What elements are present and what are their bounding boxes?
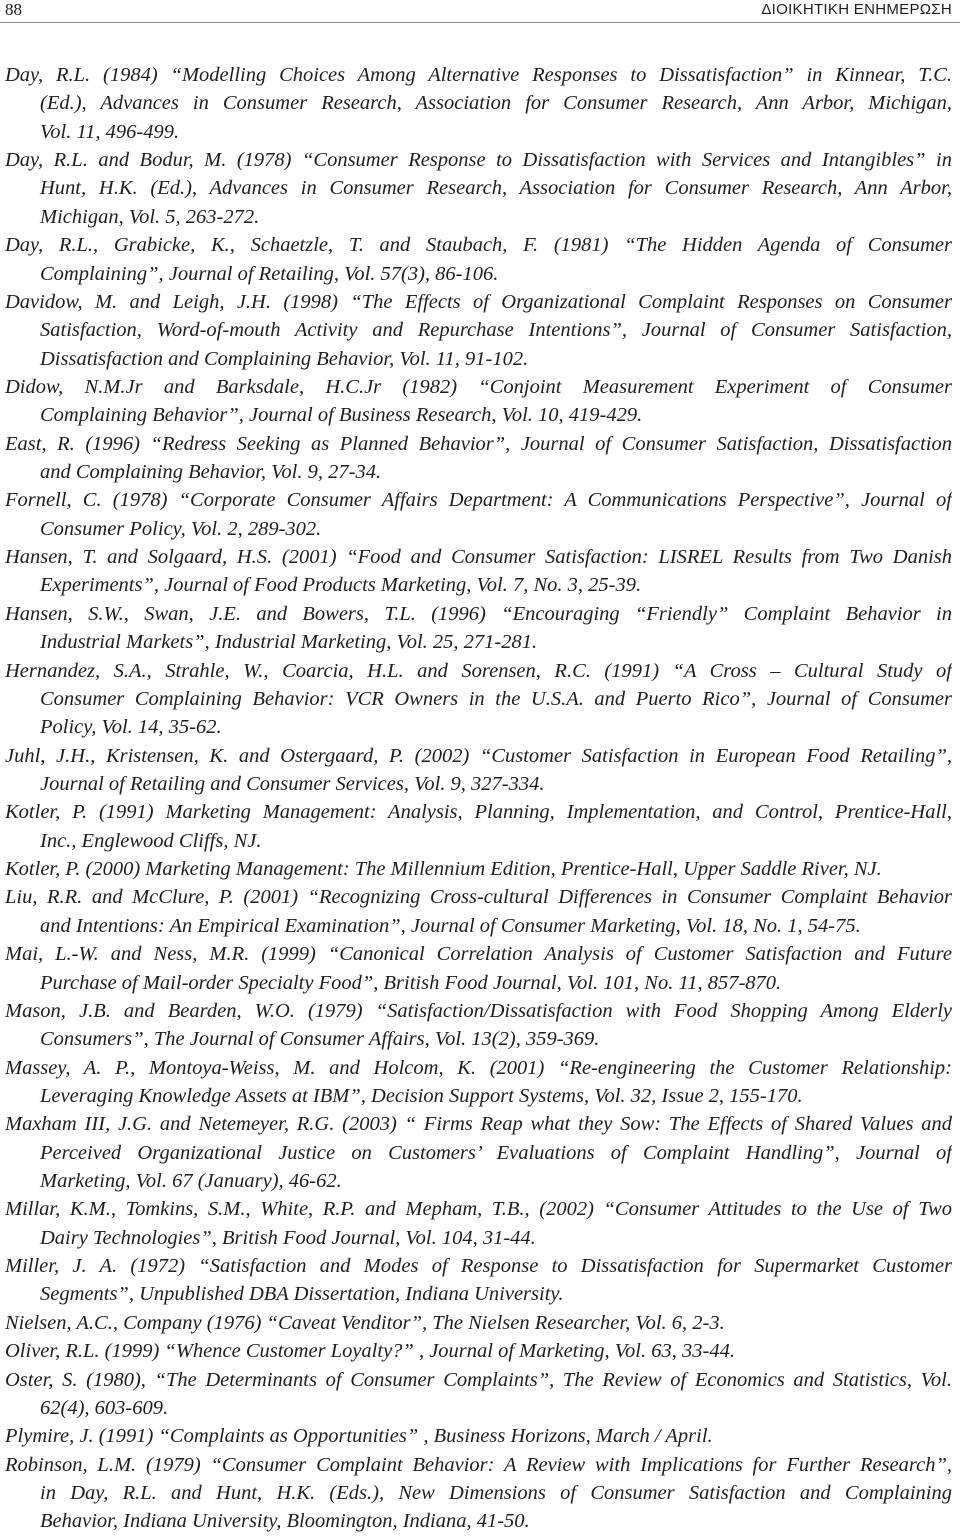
reference-line: Oster, S. (1980), “The Determinants of Consumer Complaints”, The Review of Economics and Statistics, Vol. bbox=[5, 1368, 952, 1391]
reference-line: (Ed.), Advances in Consumer Research, Association for Consumer Research, Ann Arbor, Michigan, bbox=[40, 92, 952, 115]
reference-line: Consumer Policy, Vol. 2, 289-302. bbox=[40, 517, 322, 540]
reference-entry bbox=[5, 231, 952, 288]
reference-line: Mason, J.B. and Bearden, W.O. (1979) “Satisfaction/Dissatisfaction with Food Shopping Among Elderly bbox=[5, 999, 952, 1022]
reference-entry bbox=[5, 1309, 952, 1337]
reference-entry bbox=[5, 1422, 952, 1450]
reference-line: Day, R.L. and Bodur, M. (1978) “Consumer Response to Dissatisfaction with Services and Intangibles” in bbox=[5, 149, 952, 172]
reference-line: Didow, N.M.Jr and Barksdale, H.C.Jr (1982) “Conjoint Measurement Experiment of Consumer bbox=[5, 375, 952, 398]
reference-entry bbox=[5, 1110, 952, 1195]
reference-line: Michigan, Vol. 5, 263-272. bbox=[40, 205, 260, 228]
reference-entry bbox=[5, 543, 952, 600]
reference-line: Day, R.L., Grabicke, K., Schaetzle, T. and Staubach, F. (1981) “The Hidden Agenda of Consumer bbox=[5, 234, 952, 257]
reference-line: Liu, R.R. and McClure, P. (2001) “Recognizing Cross-cultural Differences in Consumer Complaint Behavior bbox=[5, 886, 952, 909]
reference-entry bbox=[5, 146, 952, 231]
reference-entry bbox=[5, 1195, 952, 1252]
reference-line: and Intentions: An Empirical Examination”, Journal of Consumer Marketing, Vol. 18, No. 1, 54-75. bbox=[40, 914, 861, 937]
reference-entry bbox=[5, 742, 952, 799]
reference-line: Journal of Retailing and Consumer Services, Vol. 9, 327-334. bbox=[40, 772, 545, 795]
header-rule bbox=[0, 22, 960, 23]
reference-entry bbox=[5, 798, 952, 855]
reference-line: Perceived Organizational Justice on Customers’ Evaluations of Complaint Handling”, Journal of bbox=[40, 1141, 952, 1164]
reference-line: Mai, L.-W. and Ness, M.R. (1999) “Canonical Correlation Analysis of Customer Satisfaction and Future bbox=[5, 943, 952, 966]
reference-line: Behavior, Indiana University, Bloomington, Indiana, 41-50. bbox=[40, 1510, 530, 1533]
reference-entry bbox=[5, 997, 952, 1054]
reference-line: Kotler, P. (2000) Marketing Management: The Millennium Edition, Prentice-Hall, Upper Saddle River, NJ. bbox=[5, 858, 882, 881]
reference-line: in Day, R.L. and Hunt, H.K. (Eds.), New Dimensions of Consumer Satisfaction and Complaining bbox=[40, 1481, 952, 1504]
reference-entry bbox=[5, 883, 952, 940]
reference-line: and Complaining Behavior, Vol. 9, 27-34. bbox=[40, 461, 382, 484]
reference-line: Oliver, R.L. (1999) “Whence Customer Loyalty?” , Journal of Marketing, Vol. 63, 33-44. bbox=[5, 1340, 735, 1363]
reference-line: Hansen, S.W., Swan, J.E. and Bowers, T.L. (1996) “Encouraging “Friendly” Complaint Behavior in bbox=[5, 602, 952, 625]
reference-line: Day, R.L. (1984) “Modelling Choices Among Alternative Responses to Dissatisfaction” in Kinnear, T.C. bbox=[5, 64, 952, 86]
reference-entry bbox=[5, 373, 952, 430]
reference-entry bbox=[5, 600, 952, 657]
reference-line: Complaining”, Journal of Retailing, Vol. 57(3), 86-106. bbox=[40, 262, 499, 285]
reference-entry bbox=[5, 855, 952, 883]
reference-entry bbox=[5, 940, 952, 997]
reference-line: Hunt, H.K. (Ed.), Advances in Consumer Research, Association for Consumer Research, Ann Arbor, bbox=[40, 177, 952, 200]
reference-line: Inc., Englewood Cliffs, NJ. bbox=[40, 829, 262, 852]
reference-line: Industrial Markets”, Industrial Marketing, Vol. 25, 271-281. bbox=[40, 631, 538, 654]
reference-entry bbox=[5, 1337, 952, 1365]
reference-line: Dairy Technologies”, British Food Journal, Vol. 104, 31-44. bbox=[40, 1226, 536, 1249]
reference-line: Policy, Vol. 14, 35-62. bbox=[40, 716, 222, 739]
reference-line: Complaining Behavior”, Journal of Business Research, Vol. 10, 419-429. bbox=[40, 404, 643, 427]
reference-line: Miller, J. A. (1972) “Satisfaction and Modes of Response to Dissatisfaction for Supermarket Customer bbox=[5, 1255, 952, 1278]
reference-line: Millar, K.M., Tomkins, S.M., White, R.P. and Mepham, T.B., (2002) “Consumer Attitudes to the Use of Two bbox=[5, 1198, 952, 1221]
reference-entry bbox=[5, 288, 952, 373]
reference-entry bbox=[5, 486, 952, 543]
reference-entry bbox=[5, 1451, 952, 1536]
reference-line: Experiments”, Journal of Food Products Marketing, Vol. 7, No. 3, 25-39. bbox=[40, 574, 642, 597]
reference-line: Consumer Complaining Behavior: VCR Owners in the U.S.A. and Puerto Rico”, Journal of Consumer bbox=[40, 687, 952, 710]
reference-line: Kotler, P. (1991) Marketing Management: Analysis, Planning, Implementation, and Control, Prentice-Hall, bbox=[5, 801, 952, 824]
reference-line: East, R. (1996) “Redress Seeking as Planned Behavior”, Journal of Consumer Satisfaction, Dissatisfaction bbox=[5, 432, 952, 455]
reference-line: Juhl, J.H., Kristensen, K. and Ostergaard, P. (2002) “Customer Satisfaction in European Food Retailing”, bbox=[5, 744, 952, 767]
reference-entry bbox=[5, 1366, 952, 1423]
reference-line: Dissatisfaction and Complaining Behavior, Vol. 11, 91-102. bbox=[40, 347, 529, 370]
reference-entry bbox=[5, 657, 952, 742]
reference-line: Satisfaction, Word-of-mouth Activity and Repurchase Intentions”, Journal of Consumer Satisfaction, bbox=[40, 319, 952, 342]
reference-line: Maxham III, J.G. and Netemeyer, R.G. (2003) “ Firms Reap what they Sow: The Effects of Shared Values and bbox=[5, 1113, 952, 1136]
reference-line: Purchase of Mail-order Specialty Food”, British Food Journal, Vol. 101, No. 11, 857-870. bbox=[40, 971, 782, 994]
reference-entry bbox=[5, 1054, 952, 1111]
reference-entry bbox=[5, 1252, 952, 1309]
reference-entry bbox=[5, 430, 952, 487]
reference-line: Massey, A. P., Montoya-Weiss, M. and Holcom, K. (2001) “Re-engineering the Customer Relationship: bbox=[5, 1056, 952, 1079]
reference-line: Leveraging Knowledge Assets at IBM”, Decision Support Systems, Vol. 32, Issue 2, 155-170. bbox=[40, 1084, 803, 1107]
reference-line: Nielsen, A.C., Company (1976) “Caveat Venditor”, The Nielsen Researcher, Vol. 6, 2-3. bbox=[5, 1311, 725, 1334]
page-number: 88 bbox=[5, 0, 22, 19]
reference-line: Segments”, Unpublished DBA Dissertation, Indiana University. bbox=[40, 1283, 564, 1306]
reference-line: Fornell, C. (1978) “Corporate Consumer Affairs Department: A Communications Perspective”, Journal of bbox=[5, 489, 952, 512]
reference-line: Davidow, M. and Leigh, J.H. (1998) “The Effects of Organizational Complaint Responses on Consumer bbox=[5, 290, 952, 313]
journal-title: ΔΙΟΙΚΗΤΙΚΗ ΕΝΗΜΕΡΩΣΗ bbox=[761, 1, 952, 18]
reference-entry bbox=[5, 61, 952, 146]
reference-line: Marketing, Vol. 67 (January), 46-62. bbox=[40, 1170, 342, 1193]
reference-line: Plymire, J. (1991) “Complaints as Opportunities” , Business Horizons, March / April. bbox=[5, 1425, 713, 1448]
reference-line: Consumers”, The Journal of Consumer Affairs, Vol. 13(2), 359-369. bbox=[40, 1028, 600, 1051]
reference-line: Hernandez, S.A., Strahle, W., Coarcia, H.L. and Sorensen, R.C. (1991) “A Cross – Cultural Study of bbox=[5, 659, 952, 682]
reference-line: 62(4), 603-609. bbox=[40, 1396, 169, 1419]
reference-line: Robinson, L.M. (1979) “Consumer Complaint Behavior: A Review with Implications for Further Research”, bbox=[5, 1453, 952, 1476]
reference-line: Vol. 11, 496-499. bbox=[40, 120, 180, 143]
reference-line: Hansen, T. and Solgaard, H.S. (2001) “Food and Consumer Satisfaction: LISREL Results from Two Danish bbox=[5, 546, 952, 569]
references-list bbox=[5, 61, 952, 1536]
